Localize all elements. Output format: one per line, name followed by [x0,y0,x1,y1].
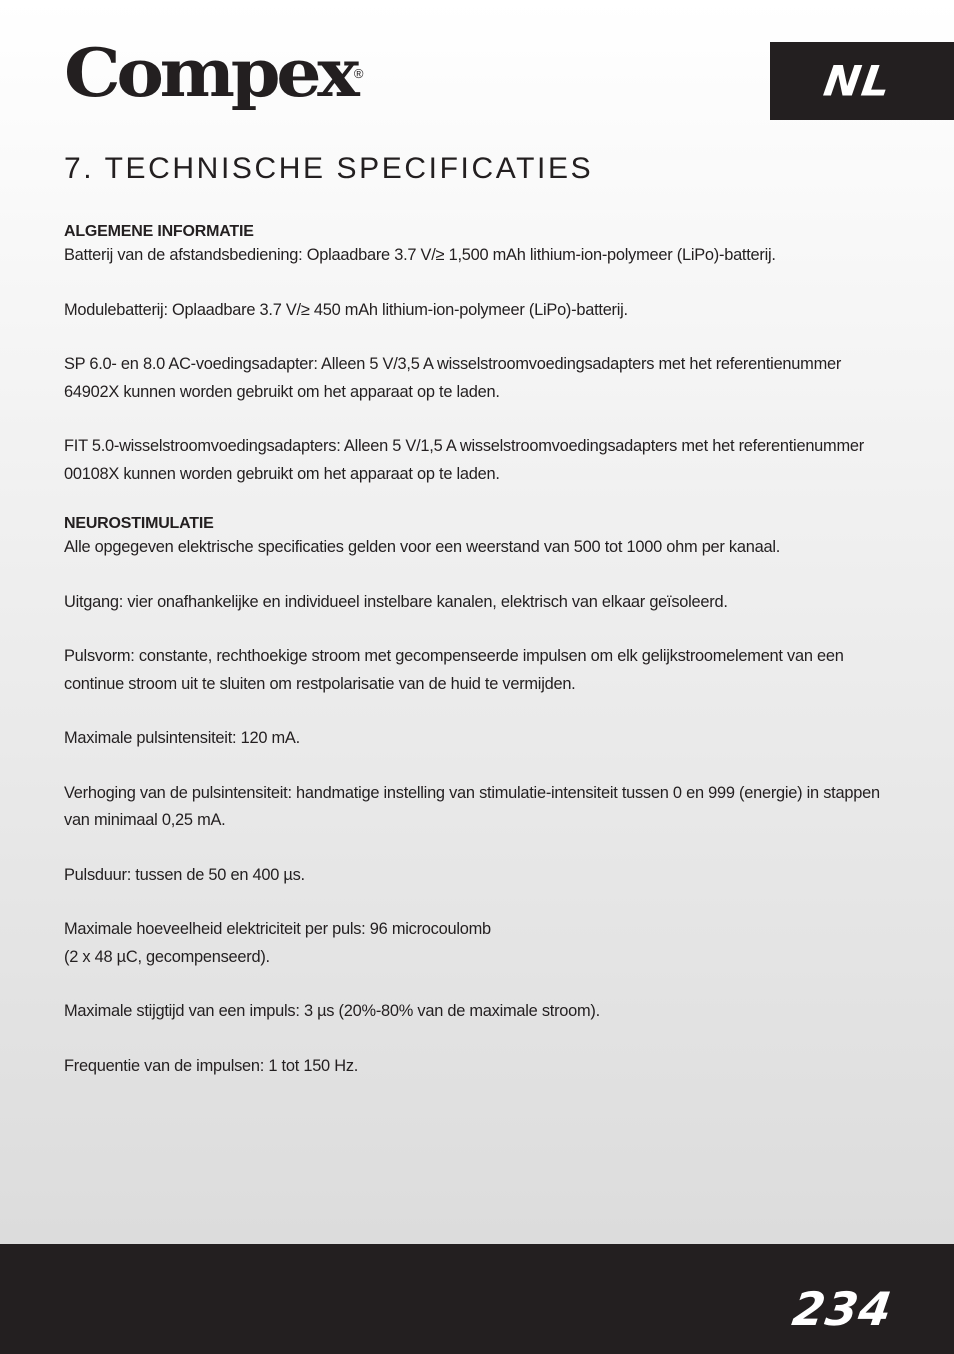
section-neurostimulation [64,514,884,1080]
compex-logo [64,34,364,120]
paragraph-output: Uitgang: vier onafhankelijke en individueel instelbare kanalen, elektrisch van elkaar geïsoleerd. [64,592,728,611]
paragraph-frequency: Frequentie van de impulsen: 1 tot 150 Hz. [64,1056,359,1075]
paragraph-electricity-per-pulse [64,916,884,971]
page-number: 234 [789,1282,896,1336]
footer-bar [0,1244,954,1354]
paragraph-module-battery: Modulebatterij: Oplaadbare 3.7 V/≥ 450 mAh lithium-ion-polymeer (LiPo)-batterij. [64,300,628,319]
section-heading: ALGEMENE INFORMATIE [64,223,254,240]
electricity-per-pulse-line: Maximale hoeveelheid elektriciteit per puls: 96 microcoulomb [64,920,491,938]
language-code: NL [820,56,894,106]
section-heading: NEUROSTIMULATIE [64,515,214,532]
electricity-per-pulse-continuation: (2 x 48 µC, gecompenseerd). [64,947,270,966]
paragraph-sp-adapter: SP 6.0- en 8.0 AC-voedingsadapter: Alleen 5 V/3,5 A wisselstroomvoedingsadapters met het referentienummer 64902X kunnen worden gebruikt om het apparaat op te laden. [64,355,842,401]
section-general-information [64,222,884,488]
document-body [64,222,884,1080]
paragraph-fit-adapter: FIT 5.0-wisselstroomvoedingsadapters: Alleen 5 V/1,5 A wisselstroomvoedingsadapters met het referentienummer 00108X kunnen worden gebruikt om het apparaat op te laden. [64,437,864,483]
paragraph-pulse-shape: Pulsvorm: constante, rechthoekige stroom met gecompenseerde impulsen om elk gelijkstroomelement van een continue stroom uit te sluiten om restpolarisatie van de huid te vermijden. [64,647,844,693]
paragraph-pulse-duration: Pulsduur: tussen de 50 en 400 µs. [64,865,305,884]
paragraph-remote-battery: Batterij van de afstandsbediening: Oplaadbare 3.7 V/≥ 1,500 mAh lithium-ion-polymeer (LiPo)-batterij. [64,246,776,264]
paragraph-intensity-increase: Verhoging van de pulsintensiteit: handmatige instelling van stimulatie-intensiteit tussen 0 en 999 (energie) in stappen van minimaal 0,25 mA. [64,783,880,829]
page-title: 7. TECHNISCHE SPECIFICATIES [64,152,594,185]
paragraph-rise-time: Maximale stijgtijd van een impuls: 3 µs (20%-80% van de maximale stroom). [64,1002,600,1020]
language-tab [770,42,954,120]
logo-wordmark: Compex [64,34,356,112]
paragraph-electrical-specs: Alle opgegeven elektrische specificaties gelden voor een weerstand van 500 tot 1000 ohm per kanaal. [64,538,781,556]
registered-mark: ® [353,66,364,81]
paragraph-max-intensity: Maximale pulsintensiteit: 120 mA. [64,729,300,747]
